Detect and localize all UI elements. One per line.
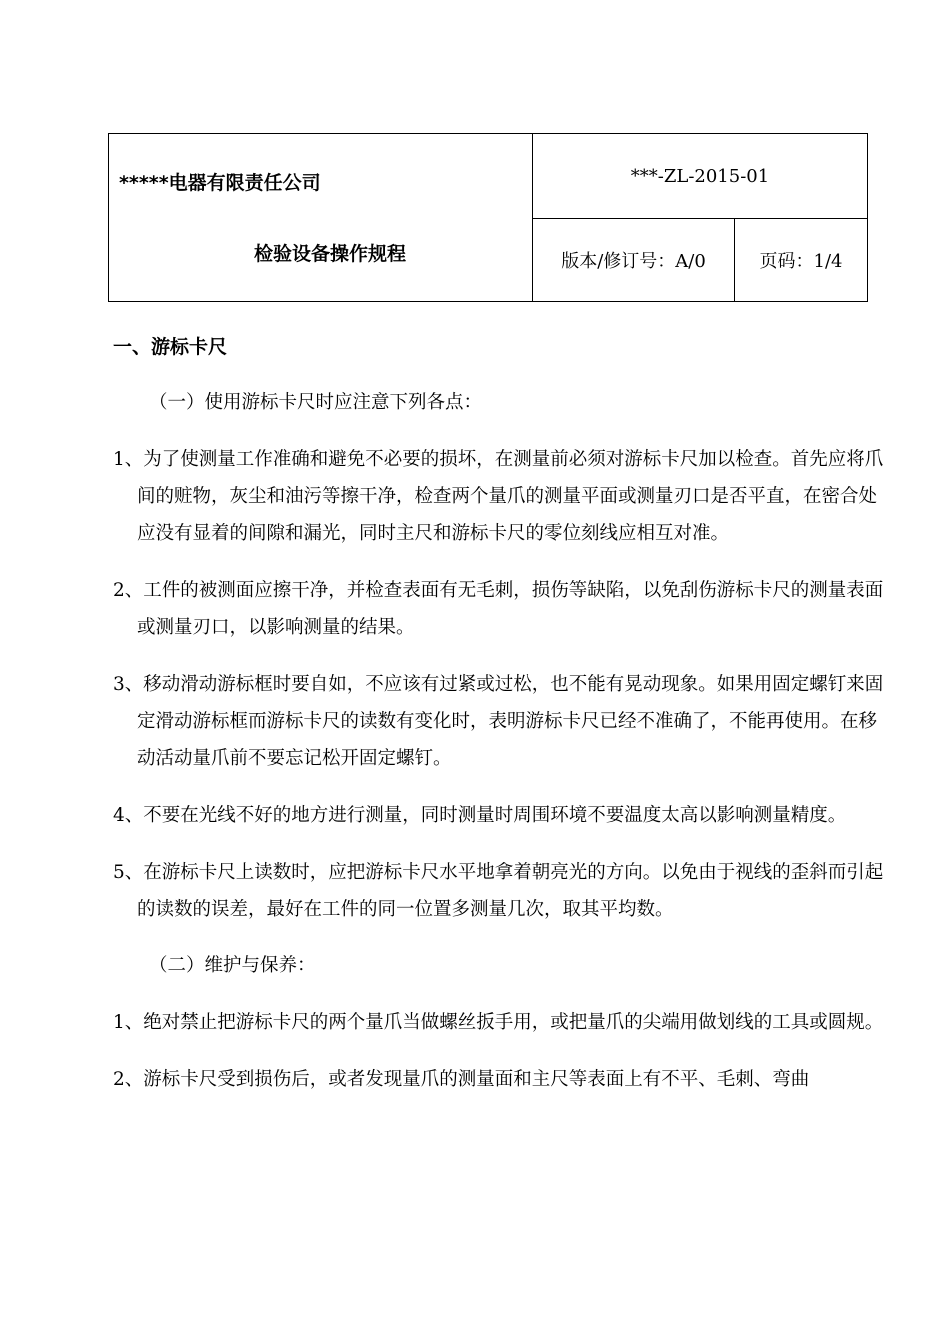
- list-item: 2、工件的被测面应擦干净，并检查表面有无毛刺，损伤等缺陷，以免刮伤游标卡尺的测量表面或测量刃口，以影响测量的结果。: [113, 580, 884, 638]
- subsection-heading: （二）维护与保养：: [149, 955, 316, 976]
- list-item: 4、不要在光线不好的地方进行测量，同时测量时周围环境不要温度太高以影响测量精度。: [113, 805, 847, 826]
- list-item: 2、游标卡尺受到损伤后，或者发现量爪的测量面和主尺等表面上有不平、毛刺、弯曲: [113, 1069, 810, 1090]
- company-name: *****电器有限责任公司: [119, 172, 321, 194]
- list-item: 3、移动滑动游标框时要自如，不应该有过紧或过松，也不能有晃动现象。如果用固定螺钉来固定滑动游标框而游标卡尺的读数有变化时，表明游标卡尺已经不准确了，不能再使用。在移动活动量爪前不要忘记松开固定螺钉。: [113, 674, 884, 769]
- list-item: 5、在游标卡尺上读数时，应把游标卡尺水平地拿着朝亮光的方向。以免由于视线的歪斜而引起的读数的误差，最好在工件的同一位置多测量几次，取其平均数。: [113, 862, 884, 920]
- subsection-heading: （一）使用游标卡尺时应注意下列各点：: [149, 392, 483, 413]
- document-code: ***-ZL-2015-01: [630, 165, 770, 187]
- version-number: 版本/修订号：A/0: [561, 251, 706, 272]
- page-number: 页码：1/4: [759, 251, 843, 272]
- document-header-table: [108, 133, 868, 302]
- list-item: 1、绝对禁止把游标卡尺的两个量爪当做螺丝扳手用，或把量爪的尖端用做划线的工具或圆规。: [113, 1012, 884, 1033]
- document-title: 检验设备操作规程: [254, 243, 407, 265]
- list-item: 1、为了使测量工作准确和避免不必要的损坏，在测量前必须对游标卡尺加以检查。首先应将爪间的赃物，灰尘和油污等擦干净，检查两个量爪的测量平面或测量刃口是否平直，在密合处应没有显着的间隙和漏光，同时主尺和游标卡尺的零位刻线应相互对准。: [113, 449, 884, 544]
- section-heading: 一、游标卡尺: [113, 336, 228, 358]
- document-body: [113, 329, 893, 1118]
